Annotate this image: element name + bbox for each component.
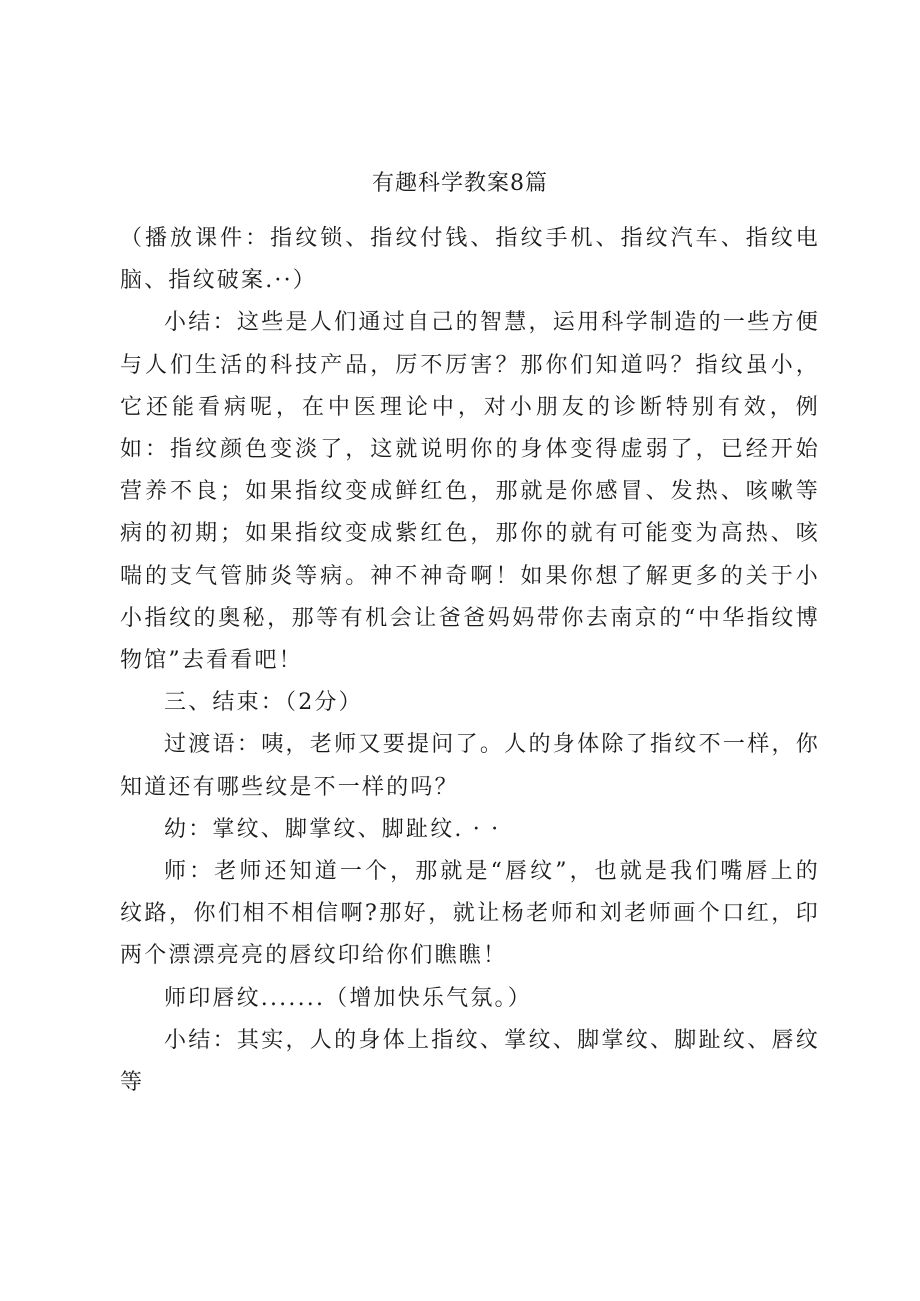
document-title: 有趣科学教案8篇 — [372, 171, 548, 196]
paragraph-child-answer: 幼：掌纹、脚掌纹、脚趾纹. · · — [164, 816, 501, 842]
paragraph-transition: 过渡语：咦，老师又要提问了。人的身体除了指纹不一样，你知道还有哪些纹是不一样的吗？ — [120, 732, 820, 800]
paragraph-courseware: （播放课件：指纹锁、指纹付钱、指纹手机、指纹汽车、指纹电脑、指纹破案.··） — [120, 226, 820, 294]
paragraph-summary-final: 小结：其实，人的身体上指纹、掌纹、脚掌纹、脚趾纹、唇纹等 — [120, 1027, 820, 1096]
paragraph-print-lips: 师印唇纹.......（增加快乐气氛。） — [164, 985, 532, 1011]
paragraph-summary-fingerprint: 小结：这些是人们通过自己的智慧，运用科学制造的一些方便与人们生活的科技产品，厉不厉害？那你们知道吗？指纹虽小，它还能看病呢，在中医理论中，对小朋友的诊断特别有效，例如：指纹颜色变淡了，这就说明你的身体变得虚弱了，已经开始营养不良；如果指纹变成鲜红色，那就是你感冒、发热、咳嗽等病的初期；如果指纹变成紫红色，那你的就有可能变为高热、咳喘的支气管肺炎等病。神不神奇啊！如果你想了解更多的关于小小指纹的奥秘，那等有机会让爸爸妈妈带你去南京的“中华指纹博物馆”去看看吧！ — [120, 310, 820, 674]
paragraph-section-ending: 三、结束：（2分） — [164, 690, 363, 716]
paragraph-teacher-lip-print: 师：老师还知道一个，那就是“唇纹”，也就是我们嘴唇上的纹路，你们相不相信啊?那好，就让杨老师和刘老师画个口红，印两个漂漂亮亮的唇纹印给你们瞧瞧！ — [120, 859, 820, 969]
document-body — [120, 218, 820, 1104]
